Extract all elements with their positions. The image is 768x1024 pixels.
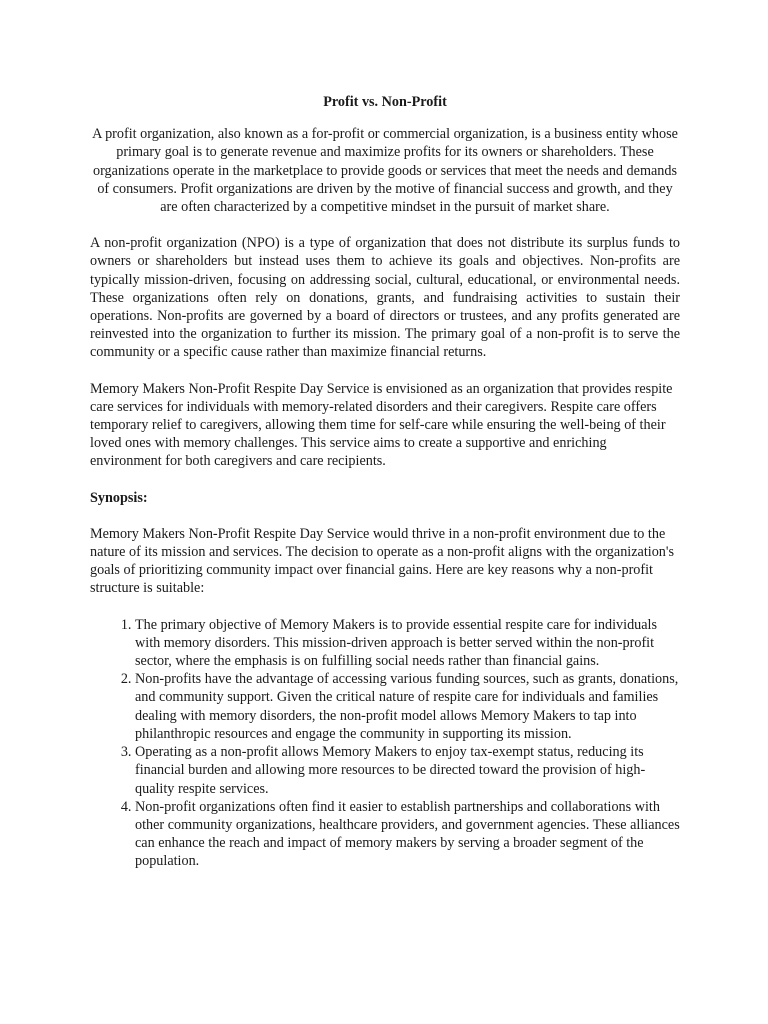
synopsis-intro: Memory Makers Non-Profit Respite Day Service would thrive in a non-profit environment due to the nature of its mission and services. The decision to operate as a non-profit aligns with the organization's goals of prioritizing community impact over financial gains. Here are key reasons why a non-profit structure is suitable:	[90, 525, 674, 597]
paragraph-memory-makers-overview: Memory Makers Non-Profit Respite Day Service is envisioned as an organization that provides respite care services for individuals with memory-related disorders and their caregivers. Respite care offers temporary relief to caregivers, allowing them time for self-care while ensuring the well-being of their loved ones with memory challenges. This service aims to create a supportive and enriching environment for both caregivers and care recipients.	[90, 380, 673, 470]
document-title: Profit vs. Non-Profit	[323, 94, 447, 110]
reasons-list	[90, 616, 680, 871]
paragraph-nonprofit-definition: A non-profit organization (NPO) is a type of organization that does not distribute its surplus funds to owners or shareholders but instead uses them to achieve its goals and objectives. Non-profits are typically mission-driven, focusing on addressing social, cultural, educational, or environmental needs. These organizations often rely on donations, grants, and fundraising activities to sustain their operations. Non-profits are governed by a board of directors or trustees, and any profits generated are reinvested into the organization to further its mission. The primary goal of a non-profit is to serve the community or a specific cause rather than maximize financial returns.	[90, 235, 680, 361]
list-item: 1. The primary objective of Memory Makers is to provide essential respite care for individuals with memory disorders. This mission-driven approach is better served within the non-profit sector, where the emphasis is on fulfilling social needs rather than financial gains.	[135, 616, 680, 671]
list-item: 3. Operating as a non-profit allows Memory Makers to enjoy tax-exempt status, reducing its financial burden and allowing more resources to be directed toward the provision of high-quality respite services.	[135, 743, 680, 798]
list-item: 2. Non-profits have the advantage of accessing various funding sources, such as grants, donations, and community support. Given the critical nature of respite care for individuals and families dealing with memory disorders, the non-profit model allows Memory Makers to tap into philanthropic resources and engage the community in supporting its mission.	[135, 670, 680, 743]
synopsis-heading: Synopsis:	[90, 489, 148, 506]
list-item: 4. Non-profit organizations often find it easier to establish partnerships and collaborations with other community organizations, healthcare providers, and government agencies. These alliances can enhance the reach and impact of memory makers by serving a broader segment of the population.	[135, 798, 680, 871]
document-page	[90, 93, 680, 871]
paragraph-profit-definition: A profit organization, also known as a for-profit or commercial organization, is a business entity whose primary goal is to generate revenue and maximize profits for its owners or shareholders. These organizations operate in the marketplace to provide goods or services that meet the needs and demands of consumers. Profit organizations are driven by the motive of financial success and growth, and they are often characterized by a competitive mindset in the pursuit of market share.	[92, 126, 678, 216]
